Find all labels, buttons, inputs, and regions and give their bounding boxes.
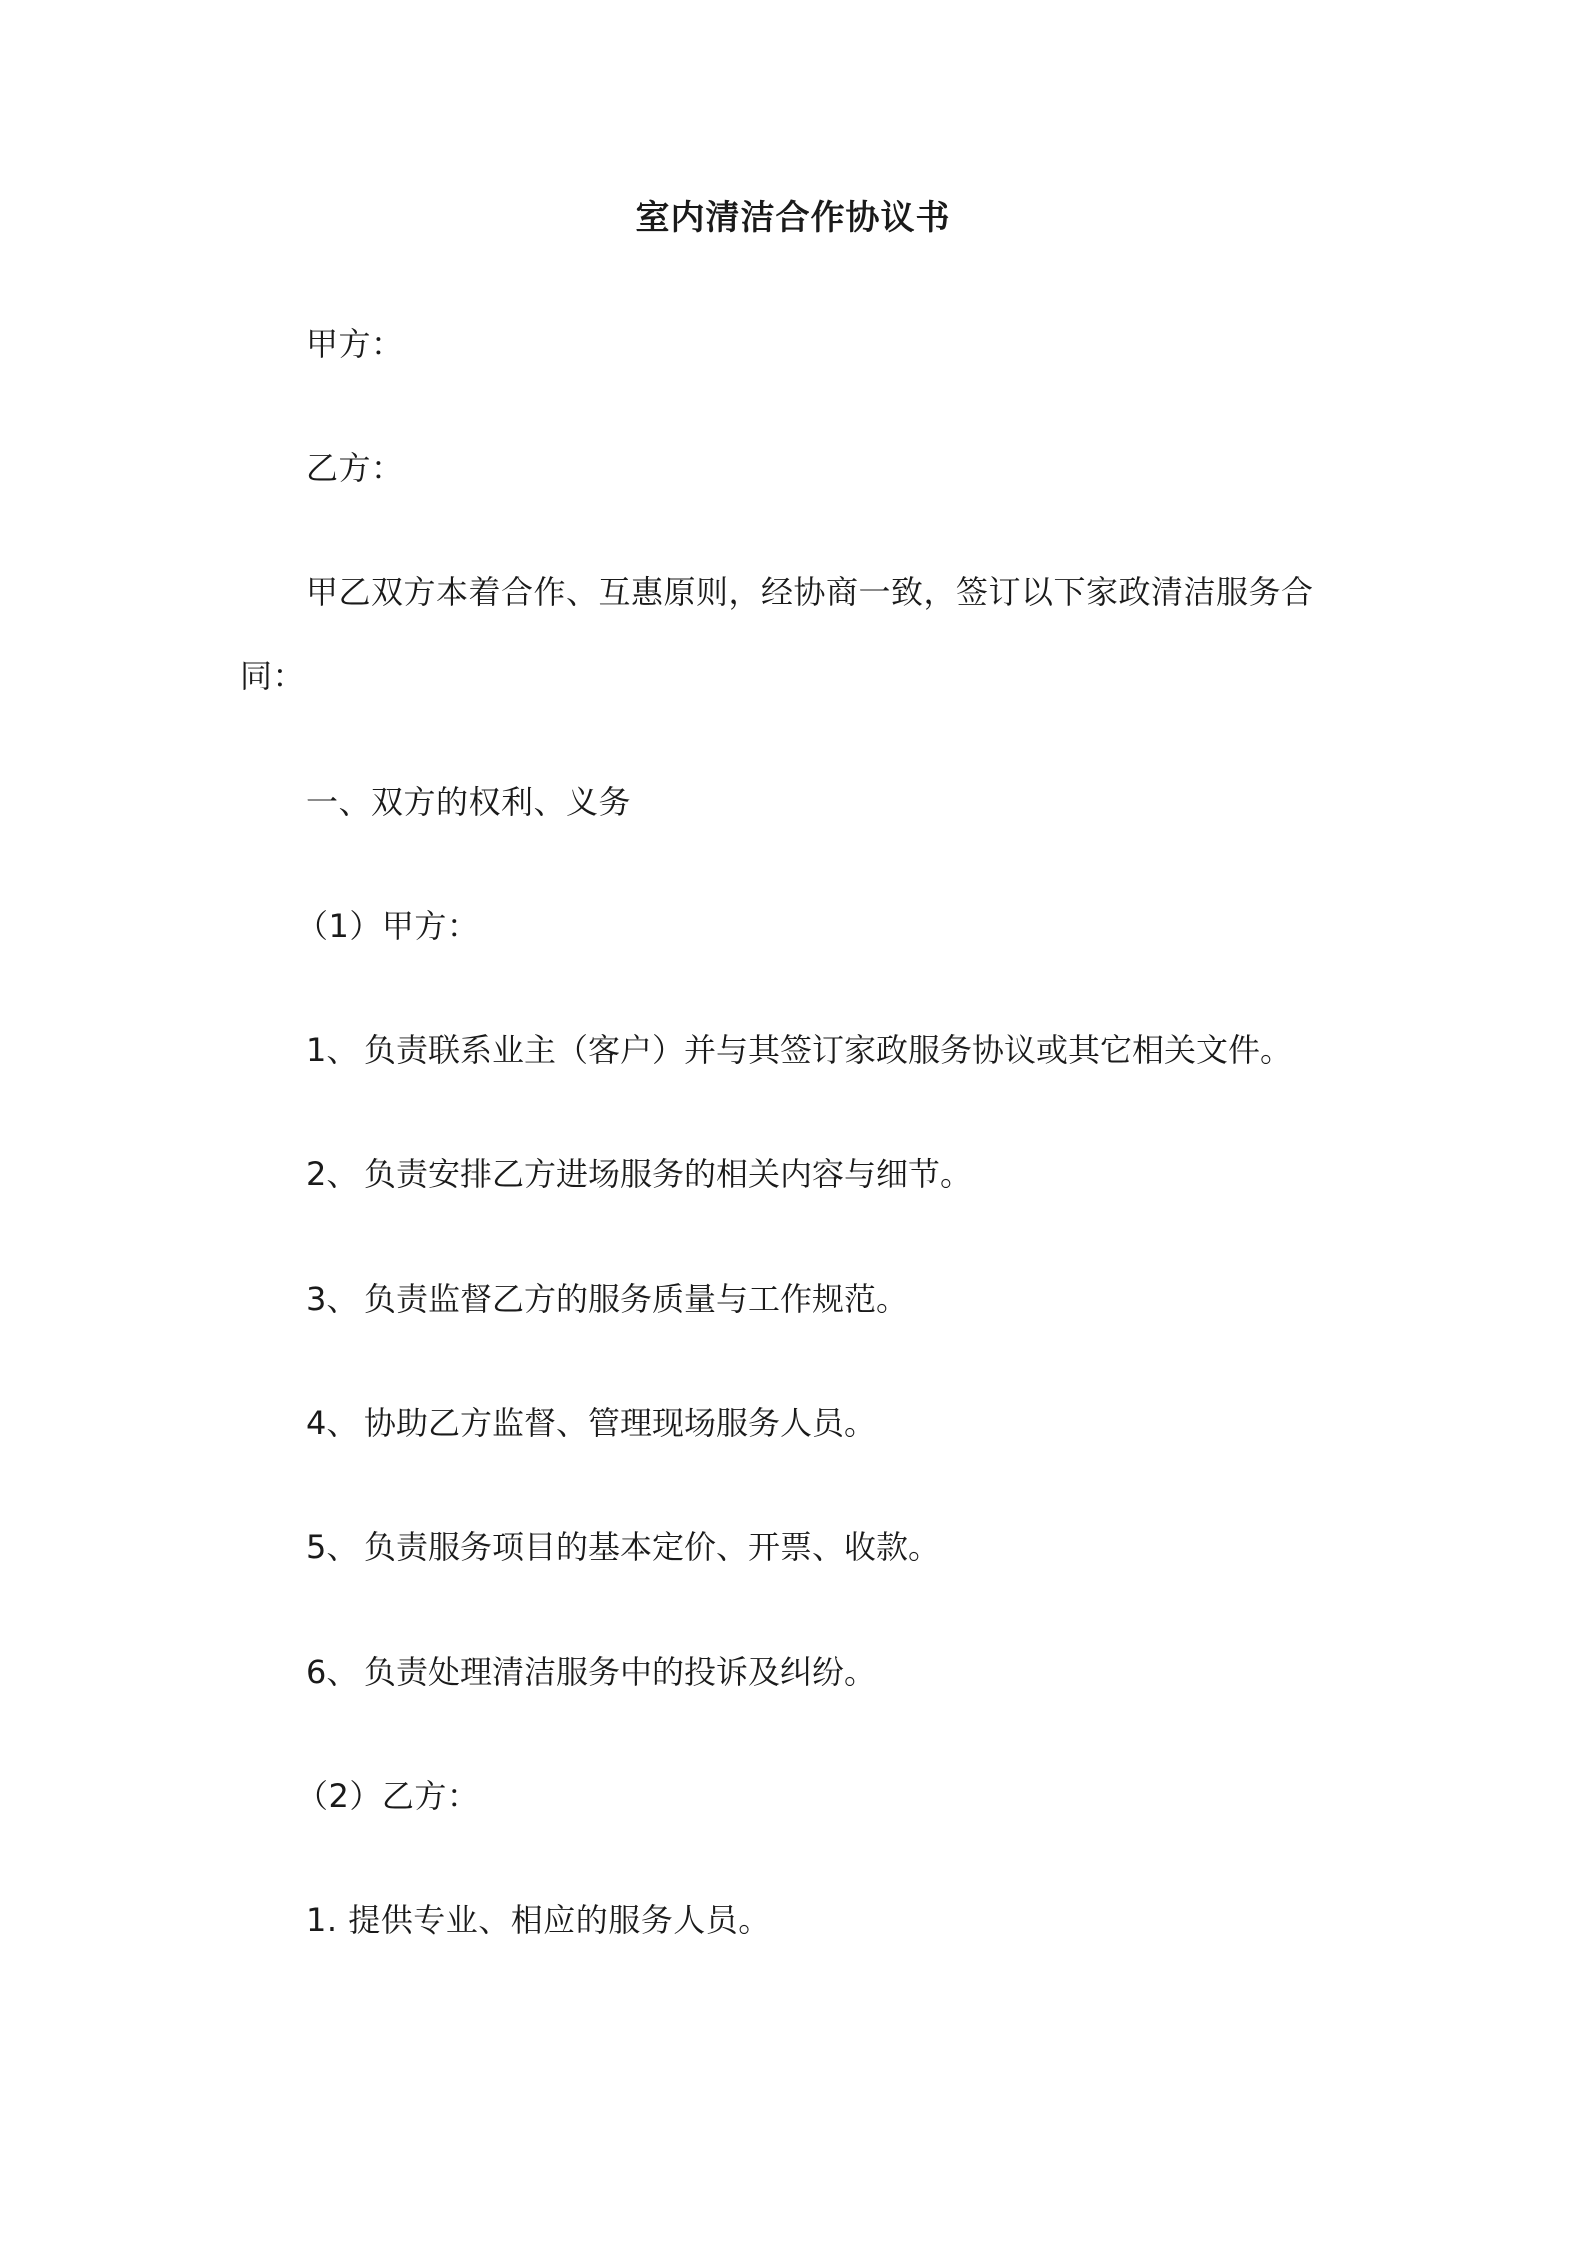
list-item-text: 负责联系业主（客户）并与其签订家政服务协议或其它相关文件。 bbox=[364, 1031, 1293, 1069]
list-item bbox=[306, 1028, 1292, 1072]
party-b-subheading: （2）乙方： bbox=[296, 1777, 480, 1815]
list-item-text: 负责处理清洁服务中的投诉及纠纷。 bbox=[364, 1653, 877, 1691]
section-1-heading: 一、双方的权利、义务 bbox=[306, 783, 632, 821]
list-item-number: 4、 bbox=[306, 1404, 359, 1442]
party-b-item-1: 1. 提供专业、相应的服务人员。 bbox=[306, 1901, 771, 1939]
document-title: 室内清洁合作协议书 bbox=[635, 198, 951, 238]
list-item bbox=[306, 1152, 972, 1196]
list-item-number: 3、 bbox=[306, 1280, 359, 1318]
party-a-subheading: （1）甲方： bbox=[296, 907, 480, 945]
list-item-text: 负责服务项目的基本定价、开票、收款。 bbox=[364, 1528, 941, 1566]
list-item-number: 6、 bbox=[306, 1653, 359, 1691]
party-a-label: 甲方： bbox=[306, 325, 404, 363]
list-item-text: 协助乙方监督、管理现场服务人员。 bbox=[364, 1404, 877, 1442]
list-item bbox=[306, 1525, 940, 1569]
party-b-label: 乙方： bbox=[306, 449, 404, 487]
list-item-number: 5、 bbox=[306, 1528, 359, 1566]
list-item-text: 负责监督乙方的服务质量与工作规范。 bbox=[364, 1280, 909, 1318]
list-item bbox=[306, 1277, 908, 1321]
intro-paragraph-line-1: 甲乙双方本着合作、互惠原则，经协商一致，签订以下家政清洁服务合 bbox=[306, 573, 1314, 611]
list-item bbox=[306, 1401, 876, 1445]
list-item bbox=[306, 1650, 876, 1694]
list-item-number: 1、 bbox=[306, 1031, 359, 1069]
list-item-number: 2、 bbox=[306, 1155, 359, 1193]
intro-paragraph-line-2: 同： bbox=[240, 657, 306, 695]
list-item-text: 负责安排乙方进场服务的相关内容与细节。 bbox=[364, 1155, 973, 1193]
